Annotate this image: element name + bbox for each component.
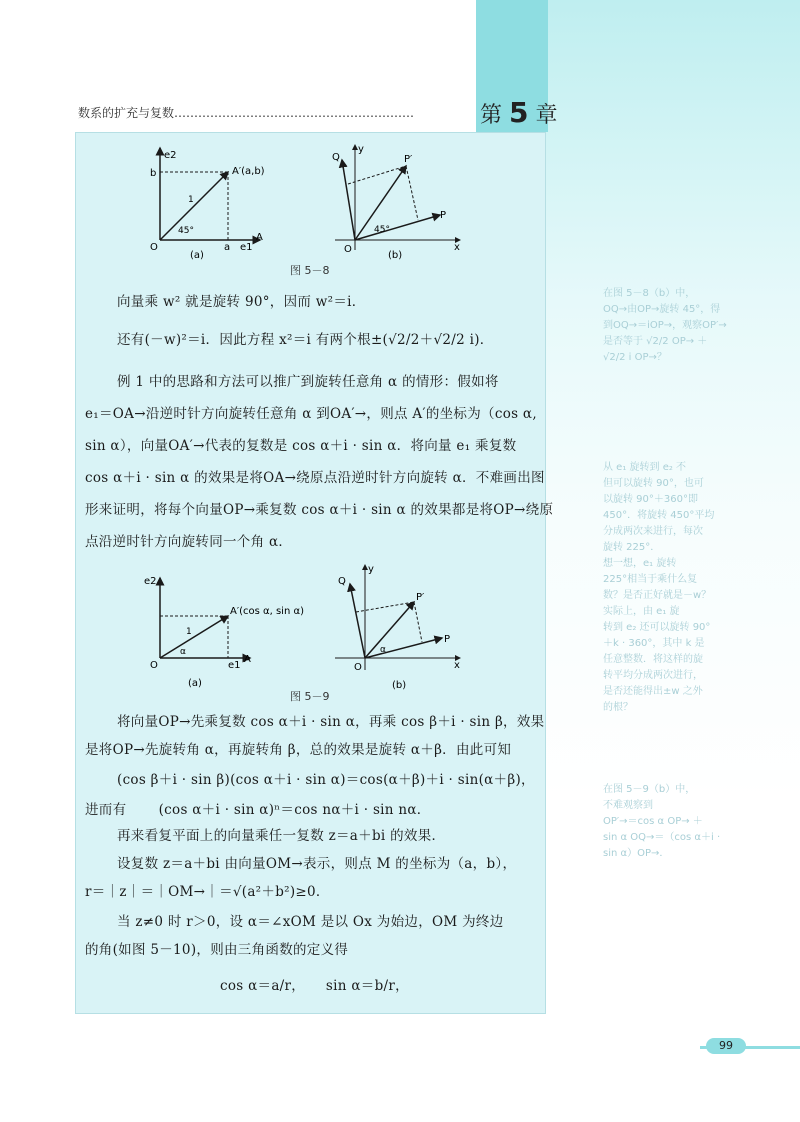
svg-text:P: P <box>440 210 447 221</box>
svg-text:A′(a,b): A′(a,b) <box>232 166 265 177</box>
svg-text:P: P <box>444 634 451 645</box>
running-header: 数系的扩充与复数…………………………………………………… <box>78 106 415 120</box>
svg-text:P′: P′ <box>416 592 425 603</box>
svg-text:(a): (a) <box>188 678 202 689</box>
body-line: 设复数 z＝a＋bi 由向量OM→表示，则点 M 的坐标为（a，b）， <box>117 856 517 872</box>
svg-text:45°: 45° <box>374 225 390 235</box>
svg-text:O: O <box>150 660 158 671</box>
svg-text:Q: Q <box>338 576 346 587</box>
svg-text:A: A <box>244 654 251 665</box>
svg-text:O: O <box>150 242 158 253</box>
figure-5-8-b <box>330 140 470 260</box>
svg-text:A′(cos α, sin α): A′(cos α, sin α) <box>230 606 304 617</box>
svg-text:b: b <box>150 168 157 179</box>
svg-text:Q: Q <box>332 152 340 163</box>
svg-text:e1: e1 <box>240 242 253 253</box>
body-line: 向量乘 w² 就是旋转 90°，因而 w²＝i． <box>117 294 366 310</box>
sidebar-note-2: 从 e₁ 旋转到 e₂ 不 但可以旋转 90°，也可 以旋转 90°＋360°即 450°．将旋转 450°平均 分成两次来进行，每次 旋转 225°． 想一想，e₁ 旋转 225°相当于乘什么复 数？是否正好就是－w？ 实际上，由 e₁ 旋 转到 e₂ 还可以旋转 90° ＋k · 360°，其中 k 是 任意整数．将这样的旋 转平均分成两次进行， 是否还能得出±w 之外 的根？ <box>603 462 715 713</box>
body-line: 是将OP→先旋转角 α，再旋转角 β，总的效果是旋转 α＋β．由此可知 <box>85 742 512 758</box>
svg-text:(b): (b) <box>388 250 403 260</box>
body-line: 还有(－w)²＝i．因此方程 x²＝i 有两个根±(√2/2＋√2/2 i)． <box>117 332 494 348</box>
body-line: 将向量OP→先乘复数 cos α＋i · sin α，再乘 cos β＋i · sin β，效果 <box>117 714 545 730</box>
body-line: e₁＝OA→沿逆时针方向旋转任意角 α 到OA′→，则点 A′的坐标为（cos α, <box>85 406 537 422</box>
body-line: 点沿逆时针方向旋转同一个角 α． <box>85 534 293 550</box>
svg-text:x: x <box>454 660 460 671</box>
svg-text:O: O <box>344 244 352 255</box>
chapter-number: 5 <box>509 96 529 129</box>
chapter-label: 第 5 章 <box>480 96 558 129</box>
svg-text:O: O <box>354 662 362 673</box>
svg-text:e2: e2 <box>144 576 157 587</box>
svg-text:45°: 45° <box>178 226 194 236</box>
svg-text:e1: e1 <box>228 660 241 671</box>
svg-text:(b): (b) <box>392 680 407 690</box>
svg-text:P′: P′ <box>404 154 413 165</box>
figure-5-8-a <box>140 140 280 260</box>
svg-text:1: 1 <box>186 627 192 637</box>
svg-text:α: α <box>380 645 386 655</box>
body-line: cos α＋i · sin α 的效果是将OA→绕原点沿逆时针方向旋转 α．不难画出图 <box>85 470 545 486</box>
page-number: 99 <box>706 1038 746 1054</box>
body-line: 形来证明，将每个向量OP→乘复数 cos α＋i · sin α 的效果都是将OP→绕原 <box>85 502 554 518</box>
body-line: 例 1 中的思路和方法可以推广到旋转任意角 α 的情形：假如将 <box>117 374 499 390</box>
figure-5-9-b <box>330 560 470 690</box>
sidebar-note-3: 在图 5－9（b）中， 不难观察到 OP′→＝cos α OP→ ＋ sin α OQ→＝（cos α＋i · sin α）OP→． <box>603 784 721 859</box>
svg-text:y: y <box>358 144 364 155</box>
body-line: 再来看复平面上的向量乘任一复数 z＝a＋bi 的效果． <box>117 828 446 844</box>
figure-5-9-caption: 图 5－9 <box>290 690 330 703</box>
label-e2: e2 <box>164 150 177 161</box>
body-line: (cos β＋i · sin β)(cos α＋i · sin α)＝cos(α＋β)＋i · sin(α＋β)， <box>117 772 535 788</box>
figure-5-9-a <box>140 570 310 690</box>
sidebar-note-1: 在图 5－8（b）中， OQ→由OP→旋转 45°，得 到OQ→＝iOP→，观察OP′→ 是否等于 √2/2 OP→ ＋ √2/2 i OP→？ <box>603 288 727 363</box>
body-line: 进而有 (cos α＋i · sin α)ⁿ＝cos nα＋i · sin nα． <box>85 802 431 818</box>
svg-text:(a): (a) <box>190 250 204 260</box>
body-line: sin α），向量OA′→代表的复数是 cos α＋i · sin α．将向量 e₁ 乘复数 <box>85 438 517 454</box>
svg-text:A: A <box>256 232 263 243</box>
svg-text:x: x <box>454 242 460 253</box>
body-line: 当 z≠0 时 r＞0，设 α＝∠xOM 是以 Ox 为始边，OM 为终边 <box>117 914 504 930</box>
svg-text:α: α <box>180 647 186 657</box>
svg-text:1: 1 <box>188 195 194 205</box>
formula-line: cos α＝a/r， sin α＝b/r， <box>220 978 409 994</box>
body-line: 的角(如图 5－10)，则由三角函数的定义得 <box>85 942 349 958</box>
svg-text:a: a <box>224 242 231 253</box>
svg-text:y: y <box>368 564 374 575</box>
body-line: r＝｜z｜＝｜OM→｜＝√(a²＋b²)≥0． <box>85 884 330 900</box>
figure-5-8-caption: 图 5－8 <box>290 264 330 277</box>
